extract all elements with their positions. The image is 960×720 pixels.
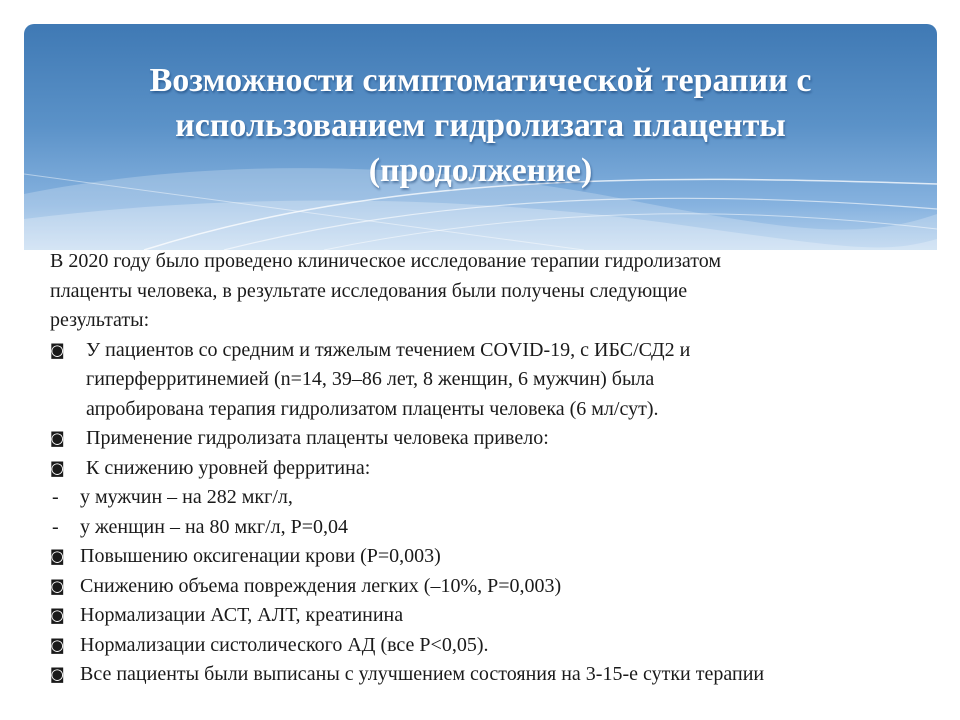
intro-paragraph bbox=[50, 247, 930, 336]
intro-line-3: результаты: bbox=[50, 309, 150, 331]
list-item-text: у женщин – на 80 мкг/л, P=0,04 bbox=[80, 515, 349, 538]
list-item-study-group bbox=[50, 336, 930, 425]
list-item-text: Применение гидролизата плаценты человека привело: bbox=[86, 427, 549, 449]
bullet-icon: ◙ bbox=[50, 340, 65, 359]
title-line-2: использованием гидролизата плаценты bbox=[175, 107, 786, 144]
slide-title bbox=[24, 58, 937, 193]
dash-marker: - bbox=[52, 486, 59, 508]
dash-marker: - bbox=[52, 515, 59, 538]
list-item-ast-alt bbox=[50, 601, 930, 631]
list-item-lung-damage bbox=[50, 572, 930, 602]
title-line-3: (продолжение) bbox=[368, 152, 593, 189]
bullet-icon: ◙ bbox=[50, 665, 65, 683]
list-item-text: К снижению уровней ферритина: bbox=[86, 456, 371, 479]
list-item-text: Повышению оксигенации крови (P=0,003) bbox=[80, 545, 441, 567]
bullet-icon: ◙ bbox=[50, 576, 65, 595]
list-item-text: Все пациенты были выписаны с улучшением состояния на 3-15-е сутки терапии bbox=[80, 663, 765, 685]
list-item-oxygenation bbox=[50, 542, 930, 572]
bullet-icon: ◙ bbox=[50, 547, 65, 565]
intro-line-1: В 2020 году было проведено клиническое исследование терапии гидролизатом bbox=[50, 250, 721, 272]
list-item-women bbox=[50, 513, 930, 543]
intro-line-2: плаценты человека, в результате исследования были получены следующие bbox=[50, 279, 688, 302]
bullet-icon: ◙ bbox=[50, 606, 65, 624]
list-item-men bbox=[50, 483, 930, 513]
bullet-icon: ◙ bbox=[50, 429, 65, 447]
bullet-icon: ◙ bbox=[50, 635, 65, 654]
list-item-blood-pressure bbox=[50, 631, 930, 661]
list-item-text: Нормализации АСТ, АЛТ, креатинина bbox=[80, 604, 404, 626]
slide-body bbox=[50, 247, 930, 690]
list-item-ferritin bbox=[50, 454, 930, 484]
bullet-icon: ◙ bbox=[50, 458, 65, 477]
list-item-text: Снижению объема повреждения легких (–10%, P=0,003) bbox=[80, 574, 562, 597]
list-item-text: Нормализации систолического АД (все P<0,05). bbox=[80, 633, 489, 656]
list-item-application bbox=[50, 424, 930, 454]
title-line-1: Возможности симптоматической терапии с bbox=[149, 62, 812, 99]
list-item-discharge bbox=[50, 660, 930, 690]
results-list bbox=[50, 336, 930, 690]
list-item-text: у мужчин – на 282 мкг/л, bbox=[80, 486, 293, 508]
list-item-text: У пациентов со средним и тяжелым течением COVID-19, с ИБС/СД2 и гиперферритинемией (n=14, 39–86 лет, 8 женщин, 6 мужчин) была апробирована терапия гидролизатом плаценты человека (6 мл/сут). bbox=[86, 338, 691, 420]
